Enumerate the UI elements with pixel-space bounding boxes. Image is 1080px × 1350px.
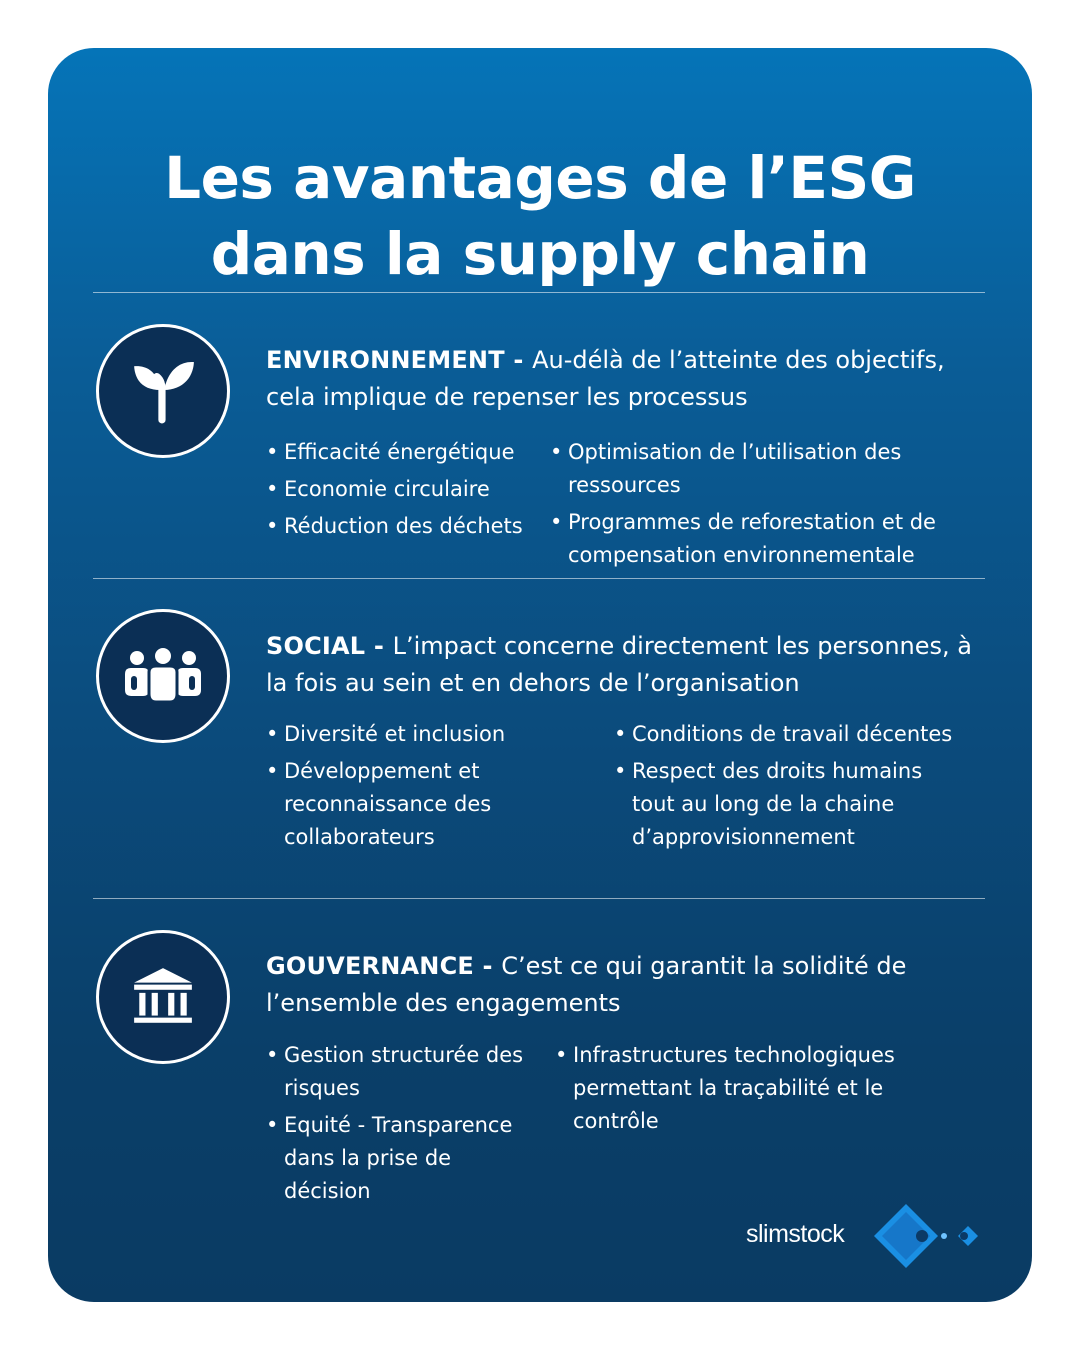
infographic-card (48, 48, 1032, 1302)
bullet-list-right (555, 1039, 925, 1142)
section-separator: - (365, 632, 393, 660)
list-item: • Conditions de travail décentes (614, 718, 974, 751)
bullet-list-left (266, 436, 546, 547)
divider-top (93, 292, 985, 293)
section-heading (266, 948, 996, 1022)
section-keyword: GOUVERNANCE (266, 952, 474, 980)
sprout-icon (96, 324, 230, 458)
title-line-2: dans la supply chain (210, 220, 870, 288)
bullet-list-right (550, 436, 970, 576)
logo-wordmark: slimstock (746, 1220, 845, 1248)
list-item: • Equité - Transparence dans la prise de décision (266, 1109, 514, 1208)
institution-building-icon (96, 930, 230, 1064)
section-description: Au-délà de l’atteinte des objectifs, cela implique de repenser les processus (266, 346, 945, 411)
list-item: • Optimisation de l’utilisation des ressources (550, 436, 970, 502)
list-item: • Respect des droits humains tout au long de la chaine d’approvisionnement (614, 755, 932, 854)
divider-2 (93, 898, 985, 899)
section-description: L’impact concerne directement les personnes, à la fois au sein et en dehors de l’organisation (266, 632, 972, 697)
people-group-icon (96, 609, 230, 743)
list-item: • Diversité et inclusion (266, 718, 576, 751)
section-keyword: ENVIRONNEMENT (266, 346, 505, 374)
logo-diamond-icon (872, 1202, 988, 1274)
section-separator: - (474, 952, 502, 980)
section-keyword: SOCIAL (266, 632, 366, 660)
divider-1 (93, 578, 985, 579)
list-item: • Réduction des déchets (266, 510, 546, 543)
section-description: C’est ce qui garantit la solidité de l’ensemble des engagements (266, 952, 907, 1017)
list-item: • Economie circulaire (266, 473, 546, 506)
bullet-list-right (614, 718, 974, 858)
list-item: • Programmes de reforestation et de compensation environnementale (550, 506, 970, 572)
bullet-list-left (266, 1039, 546, 1212)
list-item: • Développement et reconnaissance des collaborateurs (266, 755, 514, 854)
section-separator: - (504, 346, 533, 374)
list-item: • Gestion structurée des risques (266, 1039, 546, 1105)
page-title (48, 140, 1032, 292)
bullet-list-left (266, 718, 576, 858)
title-line-1: Les avantages de l’ESG (164, 144, 916, 212)
list-item: • Infrastructures technologiques permettant la traçabilité et le contrôle (555, 1039, 925, 1138)
list-item: • Efficacité énergétique (266, 436, 546, 469)
section-heading (266, 628, 996, 702)
section-heading (266, 342, 996, 416)
slimstock-logo (746, 1200, 996, 1276)
